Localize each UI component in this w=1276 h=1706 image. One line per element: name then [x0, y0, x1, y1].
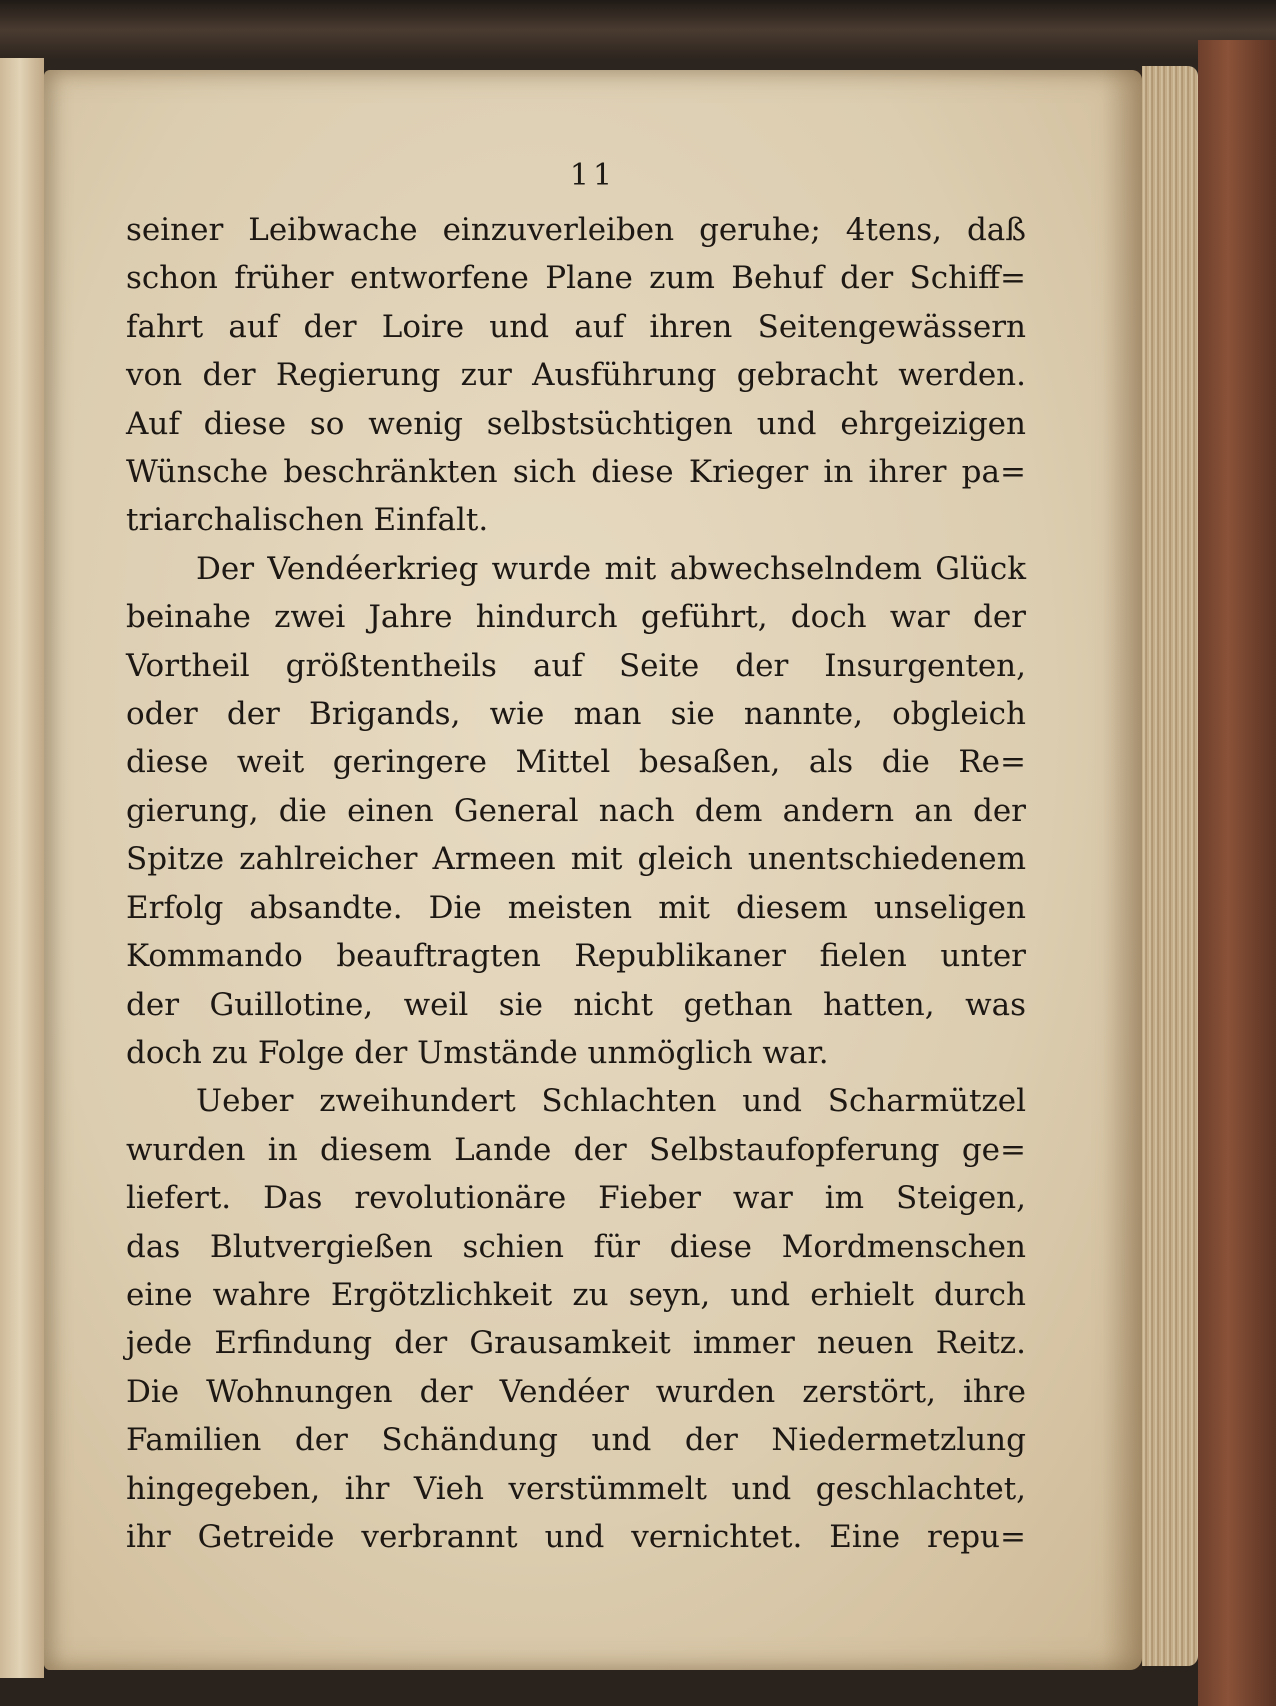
- text-line: Kommando beauftragten Republikaner fielen unter: [126, 938, 1026, 975]
- text-block: [126, 206, 1026, 1561]
- text-line: triarchalischen Einfalt.: [126, 502, 489, 539]
- text-line: schon früher entworfene Plane zum Behuf der Schiff=: [126, 260, 1026, 297]
- text-line: eine wahre Ergötzlichkeit zu seyn, und erhielt durch: [126, 1276, 1026, 1313]
- text-line: beinahe zwei Jahre hindurch geführt, doch war der: [126, 599, 1026, 636]
- text-line: wurden in diesem Lande der Selbstaufopferung ge=: [126, 1131, 1026, 1168]
- page-number: 11: [569, 158, 617, 193]
- text-line: das Blutvergießen schien für diese Mordmenschen: [126, 1228, 1026, 1265]
- text-line: oder der Brigands, wie man sie nannte, obgleich: [126, 696, 1026, 733]
- page-stack-edge: [1142, 66, 1198, 1666]
- text-line: jede Erfindung der Grausamkeit immer neuen Reitz.: [126, 1325, 1026, 1362]
- text-line: hingegeben, ihr Vieh verstümmelt und geschlachtet,: [126, 1470, 1026, 1507]
- left-page-edge: [0, 58, 44, 1678]
- text-line: Der Vendéerkrieg wurde mit abwechselndem Glück: [196, 550, 1026, 587]
- text-line: diese weit geringere Mittel besaßen, als die Re=: [126, 744, 1026, 781]
- text-line: Erfolg absandte. Die meisten mit diesem unseligen: [126, 889, 1026, 926]
- text-line: Spitze zahlreicher Armeen mit gleich unentschiedenem: [126, 841, 1026, 878]
- text-line: fahrt auf der Loire und auf ihren Seitengewässern: [126, 308, 1026, 345]
- text-line: Familien der Schändung und der Niedermetzlung: [126, 1422, 1026, 1459]
- text-line: ihr Getreide verbrannt und vernichtet. Eine repu=: [126, 1518, 1026, 1555]
- text-line: gierung, die einen General nach dem andern an der: [126, 792, 1026, 829]
- text-line: der Guillotine, weil sie nicht gethan hatten, was: [126, 986, 1026, 1023]
- book-cover-edge: [1198, 40, 1276, 1706]
- text-line: Auf diese so wenig selbstsüchtigen und ehrgeizigen: [126, 405, 1026, 442]
- book-page: [44, 70, 1142, 1670]
- text-line: Wünsche beschränkten sich diese Krieger in ihrer pa=: [126, 454, 1026, 491]
- text-line: Ueber zweihundert Schlachten und Scharmützel: [196, 1083, 1026, 1120]
- text-line: Die Wohnungen der Vendéer wurden zerstört, ihre: [126, 1373, 1026, 1410]
- text-line: doch zu Folge der Umstände unmöglich war.: [126, 1034, 829, 1071]
- text-line: Vortheil größtentheils auf Seite der Insurgenten,: [126, 647, 1026, 684]
- text-line: von der Regierung zur Ausführung gebracht werden.: [126, 357, 1026, 394]
- text-line: liefert. Das revolutionäre Fieber war im Steigen,: [126, 1180, 1026, 1217]
- text-line: seiner Leibwache einzuverleiben geruhe; 4tens, daß: [126, 212, 1026, 248]
